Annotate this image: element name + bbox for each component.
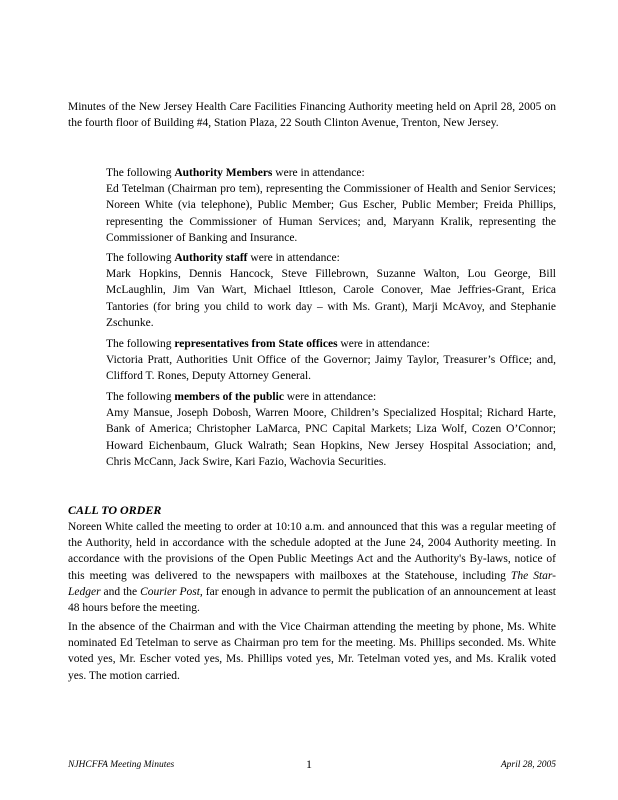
attendance-authority-members — [106, 165, 556, 246]
section-body: Mark Hopkins, Dennis Hancock, Steve Fillebrown, Suzanne Walton, Lou George, Bill McLaughlin, Jim Van Wart, Michael Ittleson, Carole Conover, Mae Jeffries-Grant, Erica Tantories (for bring you child to work day – with Ms. Grant), Marji McAvoy, and Stephanie Zschunke. — [106, 268, 556, 329]
intro-paragraph: Minutes of the New Jersey Health Care Facilities Financing Authority meeting held on April 28, 2005 on the fourth floor of Building #4, Station Plaza, 22 South Clinton Avenue, Trenton, New Jersey. — [68, 101, 556, 130]
attendance-public — [106, 389, 556, 470]
call-to-order-paragraph: Noreen White called the meeting to order at 10:10 a.m. and announced that this was a regular meeting of the Authority, held in accordance with the schedule adopted at the June 24, 2004 Authority meeting. In accordance with the provisions of the Open Public Meetings Act and the Authority's By-laws, notice of this meeting was delivered to the newspapers with mailboxes at the Statehouse, including The Star-Ledger and the Courier Post, far enough in advance to permit the publication of an announcement at least 48 hours before the meeting. — [68, 521, 557, 615]
section-lead-bold: Authority Members — [174, 167, 273, 179]
section-lead-bold: members of the public — [174, 391, 284, 403]
nomination-paragraph: In the absence of the Chairman and with the Vice Chairman attending the meeting by phone, Ms. White nominated Ed Tetelman to serve as Chairman pro tem for the meeting. Ms. Phillips seconded. Ms. White voted yes, Mr. Escher voted yes, Ms. Phillips voted yes, Mr. Tetelman voted yes, and Ms. Kralik voted yes. The motion carried. — [68, 621, 556, 682]
section-body: Ed Tetelman (Chairman pro tem), representing the Commissioner of Health and Senior Services; Noreen White (via telephone), Public Member; Gus Escher, Public Member; Freida Phillips, representing the Commissioner of Human Services; and, Maryann Kralik, representing the Commissioner of Banking and Insurance. — [106, 183, 556, 244]
newspaper-name: The Star-Ledger — [68, 569, 556, 598]
section-lead: The following Authority staff were in attendance: — [106, 252, 340, 264]
section-lead-bold: Authority staff — [174, 252, 248, 264]
call-to-order-heading: CALL TO ORDER — [68, 503, 162, 517]
section-lead: The following representatives from State offices were in attendance: — [106, 338, 430, 350]
section-lead: The following members of the public were in attendance: — [106, 391, 377, 403]
newspaper-name: Courier Post, — [140, 585, 203, 598]
attendance-state-offices — [106, 336, 556, 385]
page-number: 1 — [306, 757, 312, 771]
section-body: Amy Mansue, Joseph Dobosh, Warren Moore, Children’s Specialized Hospital; Richard Harte, Bank of America; Christopher LaMarca, PNC Capital Markets; Liza Wolf, Cozen O’Connor; Howard Eichenbaum, Gluck Walrath; Sean Hopkins, New Jersey Hospital Association; and, Chris McCann, Jack Swire, Kari Fazio, Wachovia Securities. — [106, 407, 556, 468]
section-body: Victoria Pratt, Authorities Unit Office of the Governor; Jaimy Taylor, Treasurer’s Office; and, Clifford T. Rones, Deputy Attorney General. — [106, 354, 556, 383]
attendance-authority-staff — [106, 250, 556, 331]
section-lead: The following Authority Members were in attendance: — [106, 167, 365, 179]
footer-date: April 28, 2005 — [500, 760, 556, 770]
footer-title: NJHCFFA Meeting Minutes — [68, 760, 175, 770]
section-lead-bold: representatives from State offices — [174, 338, 338, 350]
